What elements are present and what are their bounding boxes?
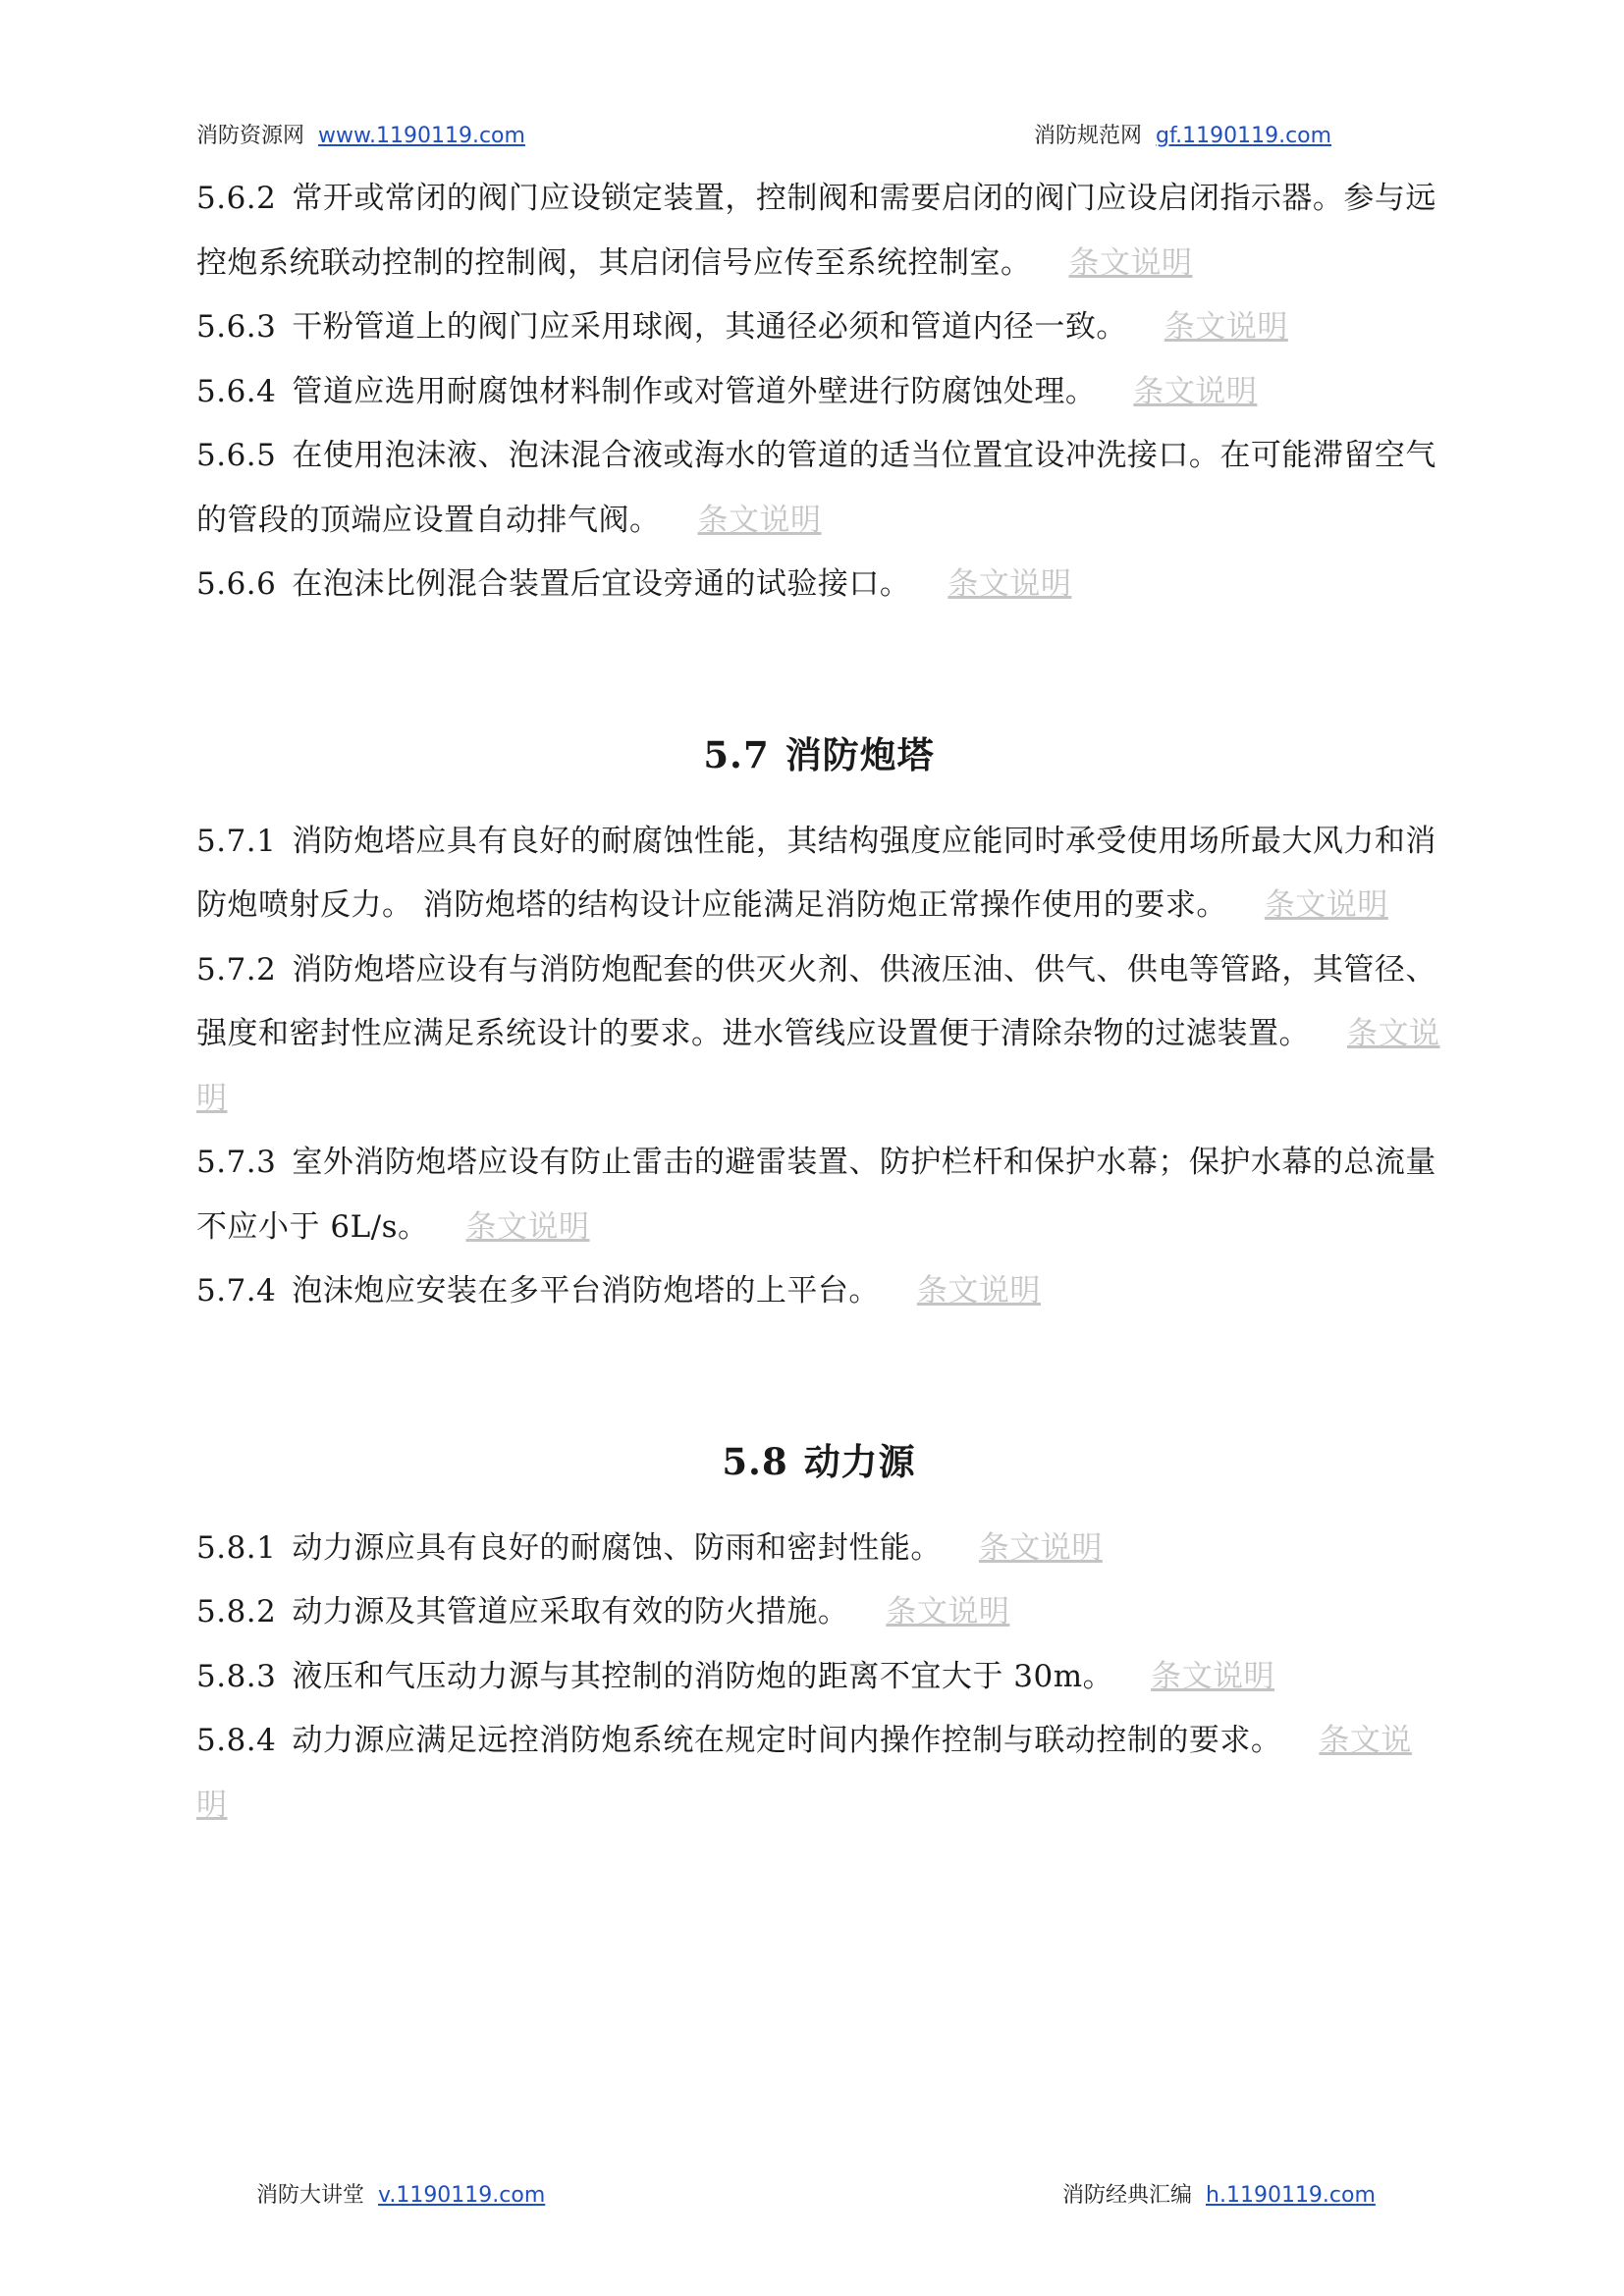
clause-explanation-link[interactable]: 条文说明 [697, 502, 822, 538]
clause-explanation-link[interactable]: 条文说明 [1068, 244, 1193, 281]
document-body [196, 167, 1441, 1838]
footer-left-link[interactable]: v.1190119.com [378, 2183, 546, 2208]
clause-text: 消防炮塔应具有良好的耐腐蚀性能，其结构强度应能同时承受使用场所最大风力和消防炮喷射反力。 消防炮塔的结构设计应能满足消防炮正常操作使用的要求。 [196, 823, 1436, 923]
clause-5-6-3 [196, 295, 1441, 360]
clause-text: 室外消防炮塔应设有防止雷击的避雷装置、防护栏杆和保护水幕；保护水幕的总流量不应小于 6L/s。 [196, 1145, 1436, 1245]
clause-explanation-link[interactable]: 条文说明 [1151, 1658, 1275, 1694]
clause-explanation-link[interactable]: 条文说明 [978, 1529, 1103, 1566]
footer-left-label: 消防大讲堂 [256, 2183, 365, 2208]
clause-explanation-link[interactable]: 条文说明 [196, 1723, 1412, 1823]
clause-explanation-link[interactable]: 条文说明 [947, 566, 1072, 602]
clause-explanation-link[interactable]: 条文说明 [1164, 309, 1288, 345]
header-left-label: 消防资源网 [196, 124, 305, 148]
clause-text: 在使用泡沫液、泡沫混合液或海水的管道的适当位置宜设冲洗接口。在可能滞留空气的管段的顶端应设置自动排气阀。 [196, 438, 1436, 538]
header-right [1034, 119, 1331, 149]
clause-5-6-2 [196, 167, 1441, 295]
footer-right-label: 消防经典汇编 [1062, 2183, 1193, 2208]
section-number: 5.8 [722, 1439, 788, 1483]
section-number: 5.7 [703, 732, 770, 776]
clause-5-7-2 [196, 938, 1441, 1132]
clause-explanation-link[interactable]: 条文说明 [886, 1594, 1010, 1629]
clause-5-8-3 [196, 1645, 1441, 1710]
clause-number: 5.6.2 [196, 181, 277, 216]
clause-number: 5.7.4 [196, 1273, 277, 1308]
clause-5-8-1 [196, 1517, 1441, 1581]
clause-number: 5.6.6 [196, 566, 277, 602]
clause-text: 动力源及其管道应采取有效的防火措施。 [292, 1594, 849, 1629]
header-left [196, 119, 525, 149]
section-name: 消防炮塔 [785, 732, 935, 776]
footer-right [1062, 2178, 1376, 2209]
clause-number: 5.6.4 [196, 373, 277, 409]
clause-number: 5.7.3 [196, 1145, 277, 1180]
clause-number: 5.7.2 [196, 951, 277, 988]
clause-explanation-link[interactable]: 条文说明 [916, 1273, 1041, 1308]
clause-number: 5.8.2 [196, 1594, 277, 1629]
clause-5-7-4 [196, 1259, 1441, 1324]
clause-5-8-4 [196, 1709, 1441, 1838]
clause-number: 5.8.4 [196, 1723, 277, 1758]
clause-5-6-4 [196, 360, 1441, 425]
header-right-link[interactable]: gf.1190119.com [1156, 124, 1332, 148]
clause-text: 液压和气压动力源与其控制的消防炮的距离不宜大于 30m。 [292, 1658, 1114, 1694]
clause-number: 5.7.1 [196, 823, 277, 859]
clause-number: 5.6.3 [196, 309, 277, 345]
clause-text: 动力源应满足远控消防炮系统在规定时间内操作控制与联动控制的要求。 [292, 1723, 1282, 1758]
clause-explanation-link[interactable]: 条文说明 [1264, 887, 1388, 923]
clause-explanation-link[interactable]: 条文说明 [465, 1208, 590, 1245]
clause-text: 动力源应具有良好的耐腐蚀、防雨和密封性能。 [292, 1529, 942, 1566]
section-5-7-clauses [196, 810, 1441, 1324]
clause-text: 泡沫炮应安装在多平台消防炮塔的上平台。 [292, 1273, 880, 1308]
clause-5-7-3 [196, 1131, 1441, 1259]
section-5-8-clauses [196, 1517, 1441, 1839]
footer-right-link[interactable]: h.1190119.com [1206, 2183, 1376, 2208]
clause-number: 5.8.1 [196, 1529, 277, 1566]
clause-5-6-6 [196, 553, 1441, 617]
clause-text: 管道应选用耐腐蚀材料制作或对管道外壁进行防腐蚀处理。 [292, 373, 1097, 409]
section-5-6-clauses [196, 167, 1441, 617]
clause-text: 在泡沫比例混合装置后宜设旁通的试验接口。 [292, 566, 911, 602]
clause-text: 消防炮塔应设有与消防炮配套的供灭火剂、供液压油、供气、供电等管路，其管径、强度和密封性应满足系统设计的要求。进水管线应设置便于清除杂物的过滤装置。 [196, 951, 1436, 1051]
footer-left [256, 2178, 545, 2209]
clause-5-6-5 [196, 424, 1441, 553]
section-name: 动力源 [803, 1439, 916, 1483]
clause-number: 5.6.5 [196, 438, 277, 473]
section-title-5-8 [196, 1432, 1441, 1491]
header-right-label: 消防规范网 [1034, 124, 1143, 148]
clause-explanation-link[interactable]: 条文说明 [1133, 373, 1258, 409]
clause-text: 常开或常闭的阀门应设锁定装置，控制阀和需要启闭的阀门应设启闭指示器。参与远控炮系统联动控制的控制阀，其启闭信号应传至系统控制室。 [196, 181, 1436, 281]
clause-text: 干粉管道上的阀门应采用球阀，其通径必须和管道内径一致。 [292, 309, 1127, 345]
header-left-link[interactable]: www.1190119.com [318, 124, 525, 148]
clause-5-7-1 [196, 810, 1441, 938]
clause-5-8-2 [196, 1580, 1441, 1645]
clause-number: 5.8.3 [196, 1658, 277, 1694]
clause-explanation-link[interactable]: 条文说明 [196, 1016, 1440, 1116]
section-title-5-7 [196, 725, 1441, 784]
